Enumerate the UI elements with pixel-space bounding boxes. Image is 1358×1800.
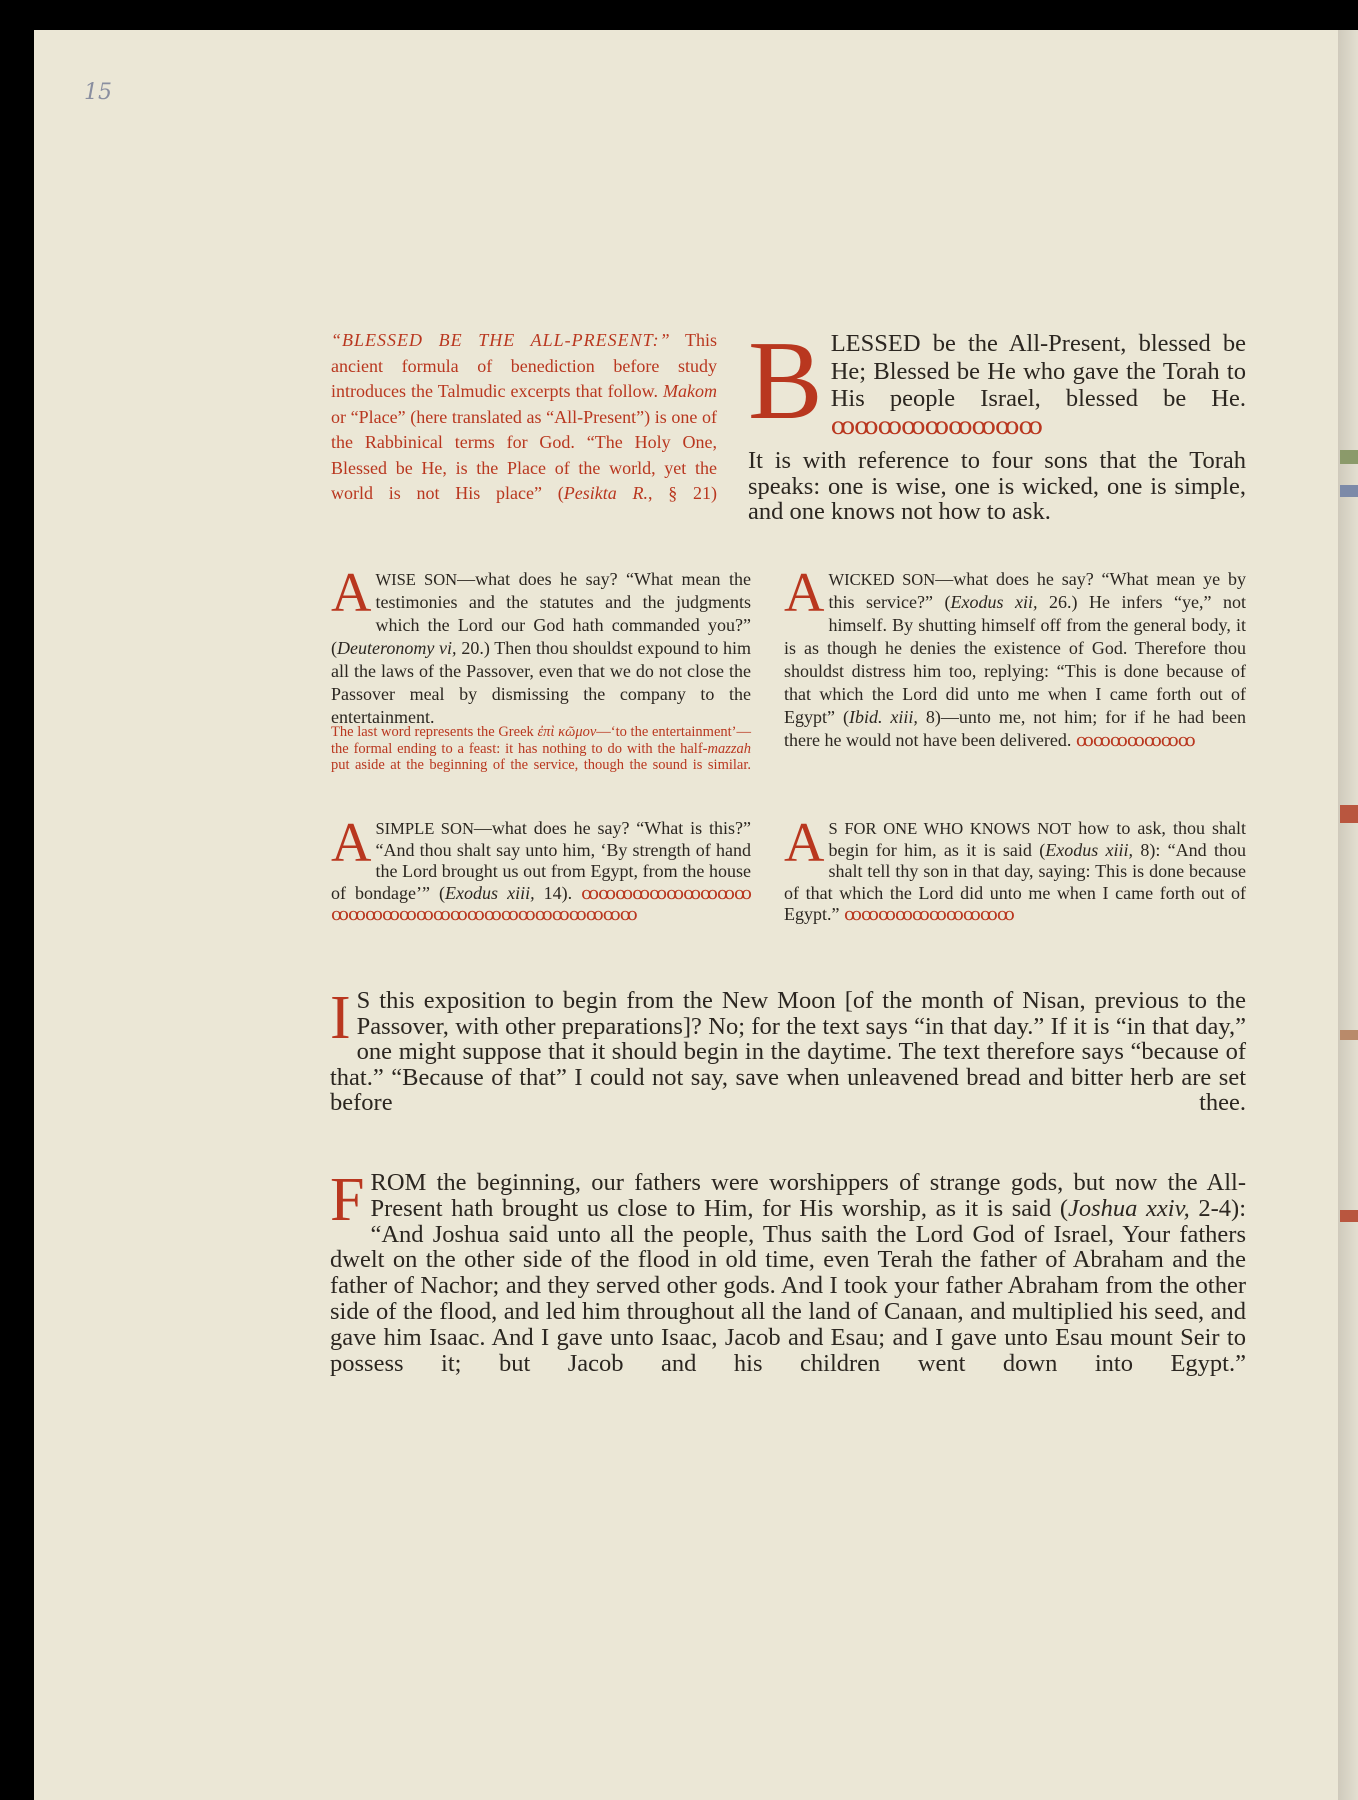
drop-cap-a-unknowing: A [784, 812, 825, 874]
simple-son-caps: SIMPLE SON [375, 819, 474, 838]
wicked-son-text3: 8)—unto me, not him; for if he had been there he would not have been delivered. [784, 707, 1246, 750]
simple-son-text2: 14). [543, 882, 573, 903]
exposition-text: S this exposition to begin from the New Moon [of the month of Nisan, previous to the Passover, with other preparations]? No; for the text says “in that day.” If it is “in that day,” one might suppose that it should begin in the daytime. The text therefore says “because of that.” “Because of that” I could not say, save when unleavened bread and bitter herb are set before thee. [330, 987, 1246, 1116]
intro-four-sons [748, 448, 1246, 525]
wicked-son-ref2: Ibid. xiii, [848, 707, 918, 727]
intro-para2: It is with reference to four sons that the Torah speaks: one is wise, one is wicked, one is simple, and one knows not how to ask. [748, 447, 1246, 525]
footnote-mazzah: mazzah [707, 740, 751, 757]
unknowing-son-paragraph [784, 812, 1246, 926]
footnote-text3: put aside at the beginning of the service, though the sound is similar. [331, 757, 751, 773]
drop-cap-f: F [330, 1166, 365, 1234]
simple-son-ornament-1: ꝏꝏꝏꝏꝏꝏꝏꝏꝏꝏ [581, 882, 751, 903]
simple-son-ornament-2: ꝏꝏꝏꝏꝏꝏꝏꝏꝏꝏꝏꝏꝏꝏꝏꝏꝏꝏ [331, 904, 637, 924]
wise-son-paragraph [331, 562, 752, 729]
intro-ornament: ꝏꝏꝏꝏꝏꝏꝏꝏꝏ [830, 412, 1042, 440]
wicked-son-text2: 26.) He infers “ye,” not himself. By shutting himself off from the general body, it is as though he denies the existence of God. Therefore thou shouldst distress him too, replying: “This is done because of that which the Lord did unto me when I came forth out of Egypt” ( [784, 592, 1247, 727]
simple-son-text1: —what does he say? “What is this?” “And thou shalt say unto him, ‘By strength of hand the Lord brought us out from Egypt, from the house of bondage’” ( [331, 818, 751, 903]
wicked-son-text1: —what does he say? “What mean ye by this service?” ( [828, 569, 1246, 612]
wise-son-ref: Deuteronomy vi, [337, 638, 457, 658]
exposition-paragraph [330, 984, 1246, 1116]
wise-son-caps: WISE SON [375, 570, 458, 589]
wise-son-text2: 20.) Then thou shouldst expound to him all the laws of the Passover, even that we do not close the Passover meal by dismissing the company to the entertainment. [331, 638, 752, 727]
margin-note-makom: Makom [663, 381, 717, 401]
unknowing-son-text1: how to ask, thou shalt begin for him, as it is said ( [828, 818, 1246, 860]
footnote-text1: The last word represents the Greek [331, 724, 534, 740]
intro-blessing [748, 319, 1246, 443]
margin-note [331, 328, 717, 507]
wicked-son-caps: WICKED SON [828, 570, 936, 589]
footnote-greek: ἐπὶ κῶμον [537, 724, 597, 740]
intro-para1: LESSED be the All-Present, blessed be He; Blessed be He who gave the Torah to His people Israel, blessed be He. [830, 330, 1246, 412]
unknowing-son-ref: Exodus xiii, [1045, 839, 1134, 860]
from-beginning-text2: 2-4): “And Joshua said unto all the people, Thus saith the Lord God of Israel, Your fathers dwelt on the other side of the flood in old time, even Terah the father of Abraham and the father of Nachor; and they served other gods. And I took your father Abraham from the other side of the flood, and led him throughout all the land of Canaan, and multiplied his seed, and gave him Isaac. And I gave unto Isaac, Jacob and Esau; and I gave unto Esau mount Seir to possess it; but Jacob and his children went down into Egypt.” [330, 1194, 1247, 1377]
simple-son-paragraph [331, 812, 751, 926]
wicked-son-paragraph [784, 562, 1247, 752]
wise-son-text1: —what does he say? “What mean the testimonies and the statutes and the judgments which the Lord our God hath commanded you?” ( [331, 569, 751, 658]
wicked-son-ref1: Exodus xii, [950, 592, 1038, 612]
margin-note-source-end: , § 21) [647, 483, 717, 503]
wicked-son-ornament: ꝏꝏꝏꝏꝏꝏꝏ [1075, 730, 1195, 750]
simple-son-ref: Exodus xiii, [445, 882, 535, 903]
margin-note-heading: “BLESSED BE THE ALL-PRESENT:” [331, 330, 671, 350]
book-page [34, 30, 1338, 1800]
from-beginning-ref: Joshua xxiv, [1068, 1194, 1190, 1222]
margin-note-source: Pesikta R. [563, 483, 648, 503]
unknowing-son-caps: S FOR ONE WHO KNOWS NOT [828, 819, 1072, 838]
from-beginning-text1: ROM the beginning, our fathers were worshippers of strange gods, but now the All-Present hath brought us close to Him, for His worship, as it is said ( [370, 1169, 1246, 1222]
next-page-edge [1338, 30, 1358, 1800]
page-number: 15 [84, 80, 112, 105]
drop-cap-a-simple: A [331, 812, 372, 874]
margin-note-body2: or “Place” (here translated as “All-Present”) is one of the Rabbinical terms for God. “The Holy One, Blessed be He, is the Place of the world, yet the world is not His place” ( [331, 406, 717, 503]
from-beginning-paragraph [330, 1166, 1247, 1377]
drop-cap-a-wicked: A [784, 562, 825, 624]
unknowing-son-ornament: ꝏꝏꝏꝏꝏꝏꝏꝏꝏꝏ [844, 904, 1014, 924]
drop-cap-a-wise: A [331, 562, 372, 624]
drop-cap-i: I [330, 984, 351, 1052]
unknowing-son-text2: 8): “And thou shalt tell thy son in that day, saying: This is done because of that which the Lord did unto me when I came forth out of Egypt.” [784, 839, 1246, 924]
footnote-text2: —‘to the entertainment’—the formal ending to a feast: it has nothing to do with the half- [331, 724, 751, 757]
greek-footnote [331, 724, 751, 774]
drop-cap-b: B [748, 319, 823, 443]
margin-note-body: This ancient formula of benediction before study introduces the Talmudic excerpts that follow. [331, 330, 717, 401]
